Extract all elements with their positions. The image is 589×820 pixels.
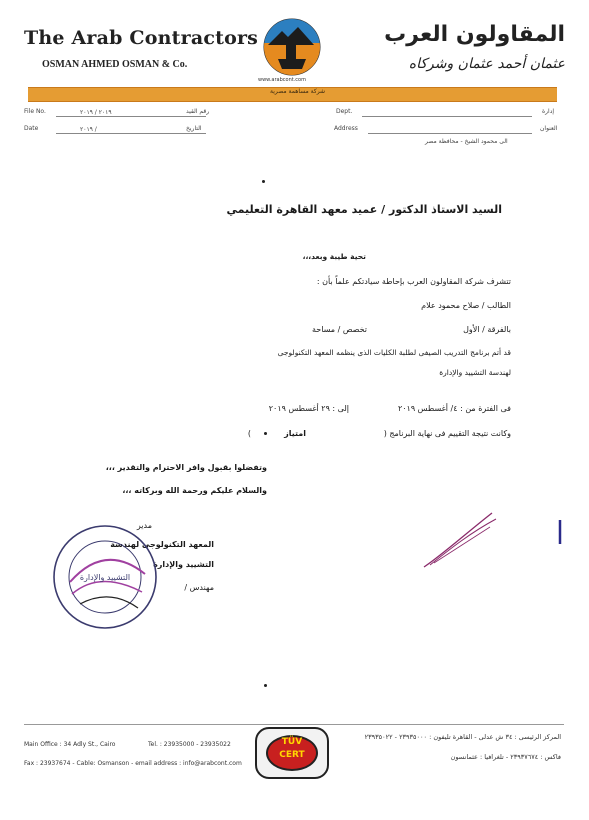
address-value: الى محمود الشيخ - محافظة مصر [425, 138, 508, 145]
official-stamp [50, 522, 160, 632]
date-label-ar: التاريخ [186, 125, 202, 132]
ink-mark [555, 518, 565, 548]
tuv-cert-badge [255, 727, 329, 779]
student-name: الطالب / صلاح محمود علام [421, 301, 511, 310]
result-value: امتياز [284, 429, 306, 438]
stamp-center-text: التشييد والإدارة [79, 573, 131, 582]
addressee: السيد الاستاذ الدكتور / عميد معهد القاهرة التعليمي [226, 203, 502, 216]
date-value: ٢٠١٩ / [80, 126, 97, 133]
student-major: تخصص / مساحة [311, 325, 367, 334]
address-label: Address [334, 125, 358, 132]
company-logo [258, 17, 326, 77]
footer-fax-email: Fax : 23937674 - Cable: Osmanson - email address : info@arabcont.com [24, 760, 242, 767]
student-year: بالفرقة / الأول [463, 325, 511, 334]
footer-address-ar: المركز الرئيسى : ٣٤ ش عدلى - القاهرة تليفون : ٢٣٩٣٥٠٠٠ - ٢٣٩٣٥٠٢٢ [364, 733, 561, 741]
company-name-ar: المقاولون العرب [384, 22, 565, 47]
footer-main-office: Main Office : 34 Adly St., Cairo [24, 741, 116, 748]
closing-salutation: والسلام عليكم ورحمة الله وبركاته ،،، [122, 486, 267, 495]
closing-respect: وتفضلوا بقبول وافر الاحترام والتقدير ،،، [105, 463, 267, 472]
file-no-label-ar: رقم القيد [186, 108, 210, 115]
program-line-2: لهندسة التشييد والإدارة [439, 368, 511, 377]
header-bar-text: شركة مساهمة مصرية [270, 88, 326, 95]
punch-hole-bottom [264, 684, 267, 687]
signatory-title: مدير [136, 521, 152, 530]
result-close: ) [247, 429, 251, 438]
dept-label-ar: إدارة [542, 108, 555, 115]
footer-fax-ar: فاكس : ٢٣٩٣٧٦٧٤ - تلغرافيا : عثمانسون [450, 753, 561, 761]
date-line [56, 133, 206, 134]
dept-label: Dept. [336, 108, 353, 115]
company-name-en: The Arab Contractors [24, 27, 259, 49]
punch-hole-middle [264, 432, 267, 435]
website-url: www.arabcont.com [258, 77, 306, 83]
signatory-engineer: مهندس / [184, 583, 214, 592]
file-no-value: ٢٠١٩ / ٢٠١٩ [80, 109, 112, 116]
footer-divider [24, 724, 564, 725]
footer-telephone: Tel. : 23935000 - 23935022 [148, 741, 231, 748]
signatory-institute-2: التشييد والإدارة [153, 560, 214, 569]
file-no-line [56, 116, 206, 117]
address-label-ar: العنوان [540, 125, 558, 132]
period-to: إلى : ٢٩ أغسطس ٢٠١٩ [268, 404, 349, 413]
address-line [368, 133, 532, 134]
signatory-institute: المعهد التكنولوجى لهندسة [110, 540, 214, 549]
period-from: فى الفترة من : ٤/ أغسطس ٢٠١٩ [397, 404, 511, 413]
handwritten-signature [420, 505, 500, 575]
tuv-cert-top: TÜV [281, 737, 303, 747]
file-no-label: File No. [24, 108, 46, 115]
greeting: تحية طيبة وبعد،،، [302, 252, 366, 261]
tuv-cert-bottom: CERT [279, 750, 305, 760]
program-line-1: قد أتم برنامج التدريب الصيفى لطلبة الكليات الذى ينظمه المعهد التكنولوجى [277, 348, 511, 357]
company-subtitle-en: OSMAN AHMED OSMAN & Co. [42, 59, 188, 70]
dept-line [362, 116, 532, 117]
result-label: وكانت نتيجة التقييم فى نهاية البرنامج ( [383, 429, 511, 438]
company-subtitle-ar: عثمان أحمد عثمان وشركاه [408, 56, 565, 72]
date-label: Date [24, 125, 39, 132]
punch-hole-top [262, 180, 265, 183]
intro-line: تتشرف شركة المقاولون العرب بإحاطة سيادتكم علماً بأن : [316, 277, 511, 286]
